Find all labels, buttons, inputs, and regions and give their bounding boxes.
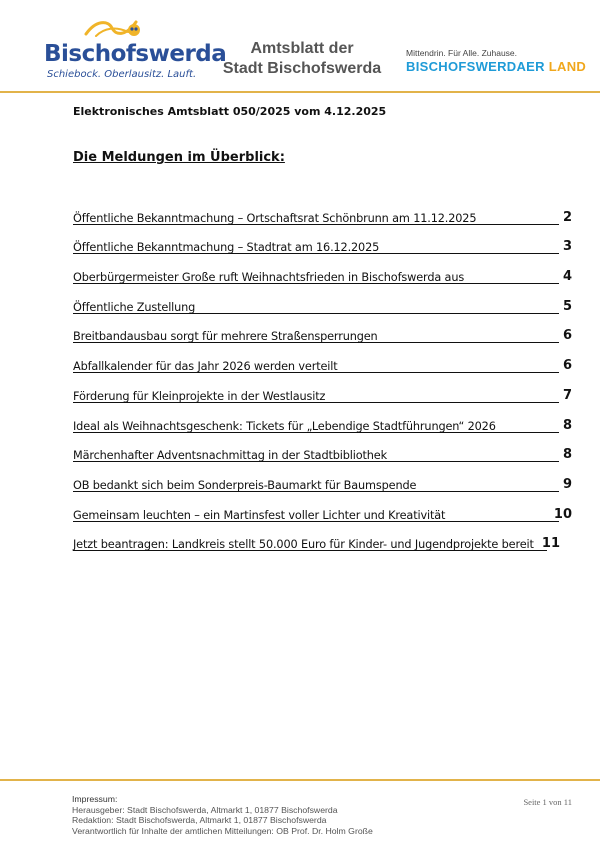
bischofswerda-logo: [44, 16, 227, 82]
impressum: [72, 794, 373, 836]
toc-entry-page: 5: [562, 298, 572, 314]
toc-entry-page: 2: [562, 209, 572, 225]
toc-entry-title[interactable]: Förderung für Kleinprojekte in der Westlausitz: [73, 389, 326, 403]
toc-entry-title[interactable]: Märchenhafter Adventsnachmittag in der Stadtbibliothek: [73, 449, 387, 463]
toc-entry-title[interactable]: Öffentliche Bekanntmachung – Ortschaftsrat Schönbrunn am 11.12.2025: [73, 211, 477, 225]
region-name-part1: BISCHOFSWERDAER: [406, 59, 545, 74]
toc-entry-page: 7: [562, 387, 572, 403]
page-number: Seite 1 von 11: [523, 797, 572, 807]
impressum-editorial: Redaktion: Stadt Bischofswerda, Altmarkt 1, 01877 Bischofswerda: [72, 815, 327, 825]
toc-entry[interactable]: [73, 522, 560, 552]
gazette-title: [212, 39, 392, 79]
gazette-title-line1: Amtsblatt der: [250, 40, 354, 57]
region-logo: [406, 48, 586, 74]
toc-entry-title[interactable]: Öffentliche Zustellung: [73, 300, 196, 314]
toc-entry-page: 3: [562, 239, 572, 255]
toc-entry-title[interactable]: OB bedankt sich beim Sonderpreis-Baumarkt für Baumspende: [73, 478, 417, 492]
toc-entry-title[interactable]: Abfallkalender für das Jahr 2026 werden verteilt: [73, 360, 338, 374]
logo-wordmark: Bischofswerda: [44, 41, 227, 67]
toc-entry-title[interactable]: Öffentliche Bekanntmachung – Stadtrat am 16.12.2025: [73, 241, 380, 255]
region-name-part2: LAND: [548, 59, 587, 74]
region-tagline: Mittendrin. Für Alle. Zuhause.: [406, 48, 518, 58]
toc-entry[interactable]: [73, 343, 572, 374]
toc-entry-page: 10: [553, 506, 572, 522]
toc-entry[interactable]: [73, 433, 572, 463]
toc-entry-page: 8: [562, 417, 572, 433]
gazette-title-line2: Stadt Bischofswerda: [222, 60, 382, 77]
toc-entry-page: 9: [562, 476, 572, 492]
header-divider: [0, 91, 600, 93]
toc-entry-page: 4: [562, 269, 572, 285]
toc-entry[interactable]: [73, 225, 572, 255]
toc-entry[interactable]: [73, 254, 572, 285]
toc-entry-page: 8: [562, 447, 572, 463]
impressum-responsible: Verantwortlich für Inhalte der amtlichen Mitteilungen: OB Prof. Dr. Holm Große: [72, 825, 373, 836]
toc-entry-title[interactable]: Oberbürgermeister Große ruft Weihnachtsfrieden in Bischofswerda aus: [73, 271, 465, 285]
toc-entry[interactable]: [73, 314, 572, 344]
toc-entry-title[interactable]: Jetzt beantragen: Landkreis stellt 50.000 Euro für Kinder- und Jugendprojekte bereit: [73, 538, 534, 552]
toc-entry-page: 6: [562, 328, 572, 344]
toc-entry[interactable]: [73, 195, 572, 225]
toc-entry-title[interactable]: Gemeinsam leuchten – ein Martinsfest voller Lichter und Kreativität: [73, 508, 446, 522]
table-of-contents: [73, 195, 573, 551]
logo-tagline: Schiebock. Oberlausitz. Lauft.: [47, 69, 197, 80]
toc-entry-page: 6: [562, 358, 572, 374]
edition-line: Elektronisches Amtsblatt 050/2025 vom 4.12.2025: [73, 105, 387, 118]
toc-entry[interactable]: [73, 403, 572, 433]
region-name: [406, 59, 586, 74]
gold-swirl-logo-icon: [82, 16, 142, 42]
toc-entry[interactable]: [73, 284, 572, 314]
toc-entry-title[interactable]: Ideal als Weihnachtsgeschenk: Tickets für „Lebendige Stadtführungen“ 2026: [73, 419, 496, 433]
impressum-heading: Impressum:: [72, 794, 118, 804]
overview-heading: Die Meldungen im Überblick:: [73, 150, 285, 165]
footer-divider: [0, 779, 600, 781]
toc-entry[interactable]: [73, 492, 572, 522]
toc-entry[interactable]: [73, 373, 572, 403]
toc-entry[interactable]: [73, 462, 572, 492]
impressum-publisher: Herausgeber: Stadt Bischofswerda, Altmarkt 1, 01877 Bischofswerda: [72, 804, 338, 815]
toc-entry-page: 11: [541, 536, 560, 552]
page-header: [0, 0, 600, 92]
toc-entry-title[interactable]: Breitbandausbau sorgt für mehrere Straßensperrungen: [73, 330, 378, 344]
